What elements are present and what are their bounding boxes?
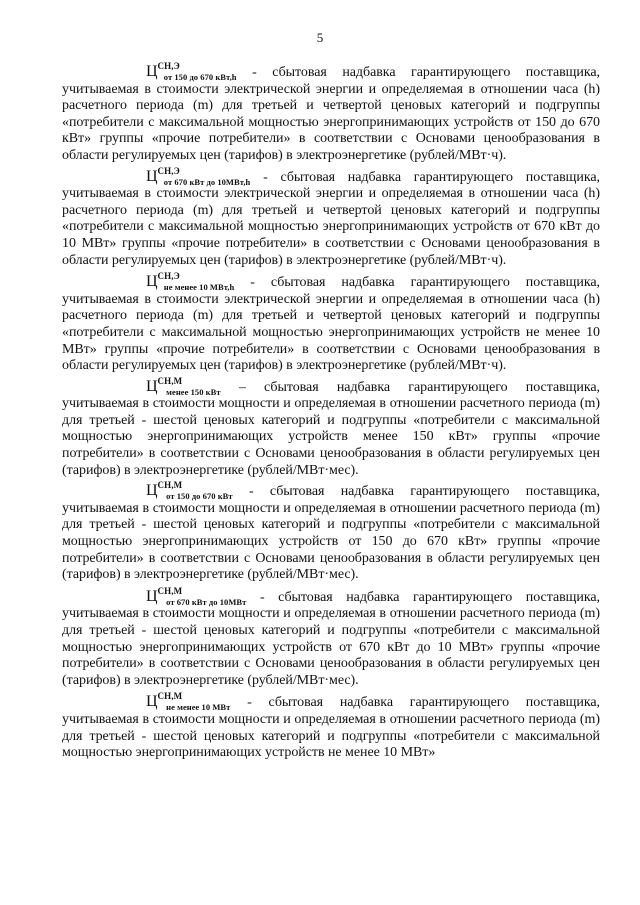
tariff-symbol: [104, 271, 235, 293]
page-number: 5: [316, 30, 324, 45]
definition-text: - сбытовая надбавка гарантирующего поставщика, учитываемая в стоимости электрической энергии и определяемая в отношении часа (h) расчетного периода (m) для третьей и четвертой ценовых категорий и подгруппы «потребители с максимальной мощностью энергопринимающих устройств от 150 до 670 кВт» группы «прочие потребители» в соответствии с Основами ценообразования в области регулируемых цен (тарифов) в электроэнергетике (рублей/МВт·ч).: [62, 65, 600, 163]
definition-paragraph: [62, 271, 600, 375]
symbol-letter: Ц: [146, 167, 158, 185]
symbol-subscript: менее 150 кВт: [166, 386, 221, 397]
symbol-superscript: СН,Э: [157, 165, 180, 176]
symbol-subscript: не менее 10 МВт: [166, 702, 231, 713]
definition-paragraph: [62, 691, 600, 761]
definition-text: - сбытовая надбавка гарантирующего поставщика, учитываемая в стоимости электрической энергии и определяемая в отношении часа (h) расчетного периода (m) для третьей и четвертой ценовых категорий и подгруппы «потребители с максимальной мощностью энергопринимающих устройств от 670 кВт до 10 МВт» группы «прочие потребители» в соответствии с Основами ценообразования в области регулируемых цен (тарифов) в электроэнергетике (рублей/МВт·ч).: [62, 169, 600, 268]
definition-text: - сбытовая надбавка гарантирующего поставщика, учитываемая в стоимости мощности и определяемая в отношении расчетного периода (m) для третьей - шестой ценовых категорий и подгруппы «потребители с максимальной мощностью энергопринимающих устройств от 150 до 670 кВт» группы «прочие потребители» в соответствии с Основами ценообразования в области регулируемых цен (тарифов) в электроэнергетике (рублей/МВт·мес).: [62, 484, 600, 583]
definition-paragraph: [62, 165, 600, 270]
symbol-letter: Ц: [146, 273, 158, 291]
symbol-superscript: СН,Э: [157, 61, 180, 71]
symbol-subscript: от 150 до 670 кВт,h: [163, 72, 237, 82]
tariff-symbol: [104, 480, 233, 502]
definition-text: - сбытовая надбавка гарантирующего поставщика, учитываемая в стоимости мощности и определяемая в отношении расчетного периода (m) для третьей - шестой ценовых категорий и подгруппы «потребители с максимальной мощностью энергопринимающих устройств от 670 кВт до 10 МВт» группы «прочие потребители» в соответствии с Основами ценообразования в области регулируемых цен (тарифов) в электроэнергетике (рублей/МВт·мес).: [62, 589, 600, 688]
tariff-symbol: [104, 375, 221, 397]
tariff-symbol: [104, 585, 247, 607]
symbol-letter: Ц: [146, 482, 158, 500]
definition-text: - сбытовая надбавка гарантирующего поставщика, учитываемая в стоимости электрической энергии и определяемая в отношении часа (h) расчетного периода (m) для третьей и четвертой ценовых категорий и подгруппы «потребители с максимальной мощностью энергопринимающих устройств не менее 10 МВт» группы «прочие потребители» в соответствии с Основами ценообразования в области регулируемых цен (тарифов) в электроэнергетике (рублей/МВт·ч).: [62, 275, 600, 374]
definition-paragraph: [62, 585, 600, 690]
symbol-subscript: от 670 кВт до 10МВт: [166, 596, 247, 607]
definition-paragraph: [62, 375, 600, 480]
document-body: [62, 56, 600, 762]
tariff-symbol: [104, 165, 251, 187]
symbol-superscript: СН,Э: [157, 271, 180, 282]
symbol-letter: Ц: [146, 377, 158, 395]
definition-text: - сбытовая надбавка гарантирующего поставщика, учитываемая в стоимости мощности и определяемая в отношении расчетного периода (m) для третьей - шестой ценовых категорий и подгруппы «потребители с максимальной мощностью энергопринимающих устройств не менее 10 МВт»: [62, 695, 600, 761]
tariff-symbol: [104, 691, 231, 713]
symbol-subscript: от 150 до 670 кВт: [166, 491, 233, 502]
symbol-superscript: СН,М: [157, 480, 183, 491]
tariff-symbol: [104, 61, 237, 82]
definition-paragraph: [62, 61, 600, 165]
symbol-superscript: СН,М: [157, 585, 183, 596]
definition-paragraph: [62, 480, 600, 584]
symbol-letter: Ц: [146, 693, 158, 711]
symbol-superscript: СН,М: [157, 691, 183, 702]
symbol-letter: Ц: [146, 63, 158, 80]
symbol-superscript: СН,М: [157, 375, 183, 386]
symbol-subscript: не менее 10 МВт,h: [163, 282, 235, 293]
symbol-subscript: от 670 кВт до 10МВт,h: [163, 176, 251, 187]
definition-text: – сбытовая надбавка гарантирующего поставщика, учитываемая в стоимости мощности и определяемая в отношении расчетного периода (m) для третьей - шестой ценовых категорий и подгруппы «потребители с максимальной мощностью энергопринимающих устройств менее 150 кВт» группы «прочие потребители» в соответствии с Основами ценообразования в области регулируемых цен (тарифов) в электроэнергетике (рублей/МВт·мес).: [62, 379, 600, 478]
symbol-letter: Ц: [146, 587, 158, 605]
